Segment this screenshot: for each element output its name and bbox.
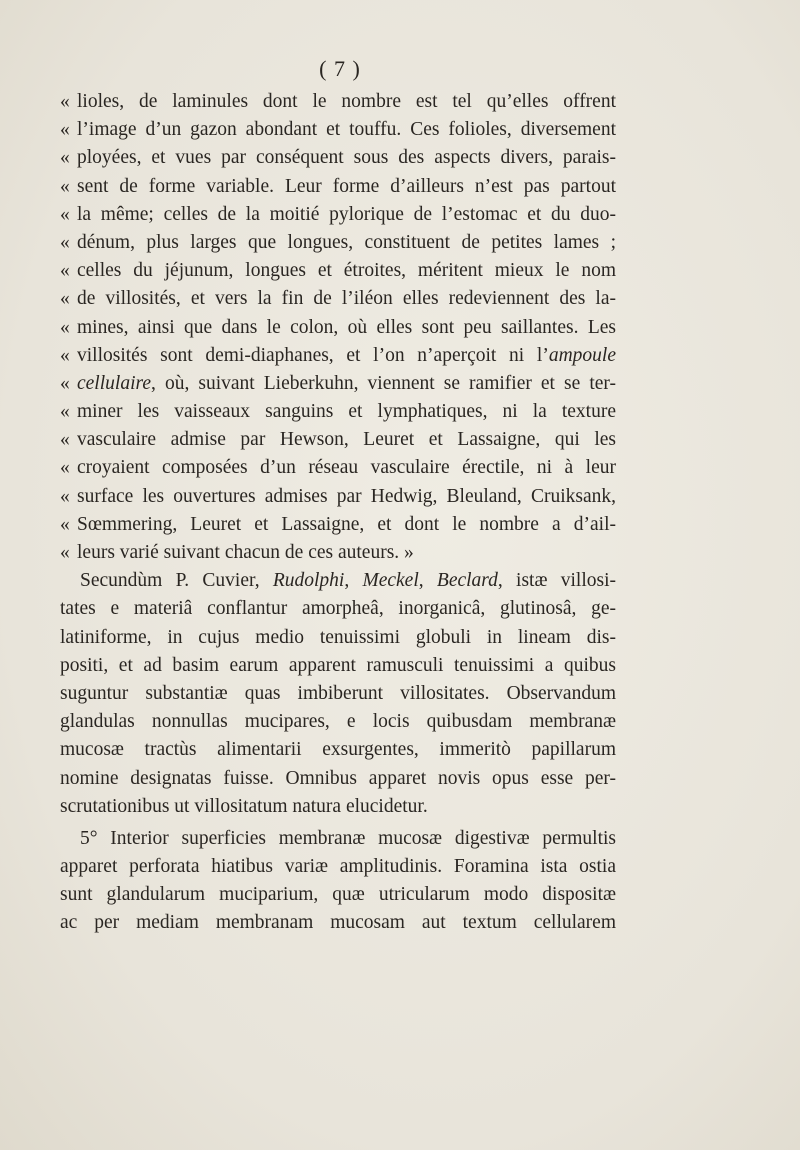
quote-mark: « <box>60 513 70 535</box>
text-line: suguntur substantiæ quas imbiberunt villositates. Observandum <box>60 682 616 704</box>
text-line: 5° Interior superficies membranæ mucosæ digestivæ permultis <box>80 827 616 849</box>
page-number: ( 7 ) <box>319 56 361 81</box>
quote-mark: « <box>60 203 70 225</box>
text-line: nomine designatas fuisse. Omnibus apparet novis opus esse per- <box>60 767 616 789</box>
text-line: ac per mediam membranam mucosam aut textum cellularem <box>60 912 616 934</box>
author-name: Meckel <box>362 570 419 592</box>
text-line: « surface les ouvertures admises par Hedwig, Bleuland, Cruiksank, <box>60 483 616 511</box>
quote-mark: « <box>60 316 70 338</box>
text-line: « l’image d’un gazon abondant et touffu. Ces folioles, diversement <box>60 116 616 144</box>
text-line: « villosités sont demi-diaphanes, et l’on n’aperçoit ni l’ampoule <box>60 342 616 370</box>
text-line: « celles du jéjunum, longues et étroites, méritent mieux le nom <box>60 257 616 285</box>
text-line: « ployées, et vues par conséquent sous des aspects divers, parais- <box>60 144 616 172</box>
quoted-passage <box>60 88 616 567</box>
quote-mark: « <box>60 147 70 169</box>
text-line: « cellulaire, où, suivant Lieberkuhn, viennent se ramifier et se ter- <box>60 370 616 398</box>
text-line: « lioles, de laminules dont le nombre est tel qu’elles offrent <box>60 88 616 116</box>
text-line: « croyaient composées d’un réseau vasculaire érectile, ni à leur <box>60 454 616 482</box>
text-line: « de villosités, et vers la fin de l’iléon elles redeviennent des la- <box>60 285 616 313</box>
section-5-paragraph <box>60 825 616 938</box>
text-line: sunt glandularum muciparium, quæ utricularum modo dispositæ <box>60 884 616 906</box>
quote-mark: « <box>60 231 70 253</box>
author-name: Beclard <box>436 570 498 592</box>
text-line: « miner les vaisseaux sanguins et lymphatiques, ni la texture <box>60 398 616 426</box>
quote-mark: « <box>60 288 70 310</box>
text-line: mucosæ tractùs alimentarii exsurgentes, immeritò papillarum <box>60 739 616 761</box>
quote-mark: « <box>60 457 70 479</box>
text-line: glandulas nonnullas mucipares, e locis quibusdam membranæ <box>60 711 616 733</box>
text-line: « vasculaire admise par Hewson, Leuret et Lassaigne, qui les <box>60 426 616 454</box>
quote-mark: « <box>60 372 70 394</box>
text-line: scrutationibus ut villositatum natura elucidetur. <box>60 795 428 817</box>
text-line: positi, et ad basim earum apparent ramusculi tenuissimi a quibus <box>60 654 616 676</box>
latin-paragraph <box>60 567 616 821</box>
page-text <box>60 88 616 938</box>
text-line: latiniforme, in cujus medio tenuissimi globuli in lineam dis- <box>60 626 616 648</box>
text-line: « la même; celles de la moitié pylorique de l’estomac et du duo- <box>60 201 616 229</box>
text-line: « Sœmmering, Leuret et Lassaigne, et dont le nombre a d’ail- <box>60 511 616 539</box>
text-line: apparet perforata hiatibus variæ amplitudinis. Foramina ista ostia <box>60 856 616 878</box>
text-line: tates e materiâ conflantur amorpheâ, inorganicâ, glutinosâ, ge- <box>60 598 616 620</box>
quote-mark: « <box>60 542 70 563</box>
quote-mark: « <box>60 429 70 451</box>
text-line: Secundùm P. Cuvier, Rudolphi, Meckel, Beclard, istæ villosi- <box>80 570 616 592</box>
quote-mark: « <box>60 119 70 141</box>
author-name: Rudolphi <box>272 570 345 592</box>
italic-term: cellulaire <box>77 372 152 394</box>
italic-term: ampoule <box>548 344 616 366</box>
text-line: « sent de forme variable. Leur forme d’ailleurs n’est pas partout <box>60 173 616 201</box>
text-line: « dénum, plus larges que longues, constituent de petites lames ; <box>60 229 616 257</box>
quote-mark: « <box>60 91 70 112</box>
quote-mark: « <box>60 344 70 366</box>
text-line: « mines, ainsi que dans le colon, où elles sont peu saillantes. Les <box>60 314 616 342</box>
quote-mark: « <box>60 485 70 507</box>
quote-mark: « <box>60 175 70 197</box>
quote-mark: « <box>60 260 70 282</box>
text-line: « leurs varié suivant chacun de ces auteurs. » <box>60 539 616 567</box>
quote-mark: « <box>60 401 70 423</box>
